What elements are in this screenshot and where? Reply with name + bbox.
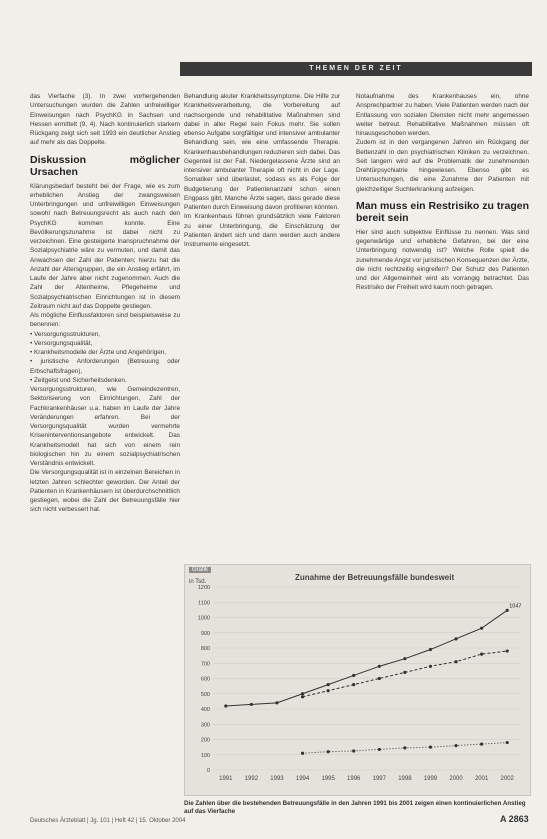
- paragraph: Die Versorgungsqualität ist in einzelnen Bereichen in letzten Jahren schlechter geworden. Der Anteil der Patienten in Krankenhäusern ist überdurchschnittlich gestiegen, wobei die Zahl der Betreuungsfälle hier sich nicht verbessert hat.: [30, 469, 180, 514]
- y-tick-label: 600: [200, 676, 210, 683]
- column-3: [356, 92, 529, 293]
- data-point: [250, 703, 253, 706]
- x-tick-label: 1996: [347, 776, 361, 782]
- list-item: • Versorgungsqualität,: [30, 339, 180, 348]
- column-2: [184, 92, 340, 249]
- data-point: [275, 701, 278, 704]
- factor-list: [30, 330, 180, 386]
- data-point: [327, 683, 330, 686]
- line-chart: [185, 565, 530, 795]
- y-tick-label: 0: [206, 768, 210, 774]
- y-tick-label: 1000: [197, 615, 210, 622]
- data-point: [454, 744, 457, 747]
- data-label: 1047: [509, 603, 522, 610]
- x-tick-label: 1993: [270, 776, 284, 782]
- data-point: [301, 692, 304, 695]
- header-bar: THEMEN DER ZEIT: [180, 62, 532, 76]
- chart-caption: Die Zahlen über die bestehenden Betreuungsfälle in den Jahren 1991 bis 2001 zeigen einen kontinuierlichen Anstieg auf das Vierfache: [184, 800, 526, 815]
- data-point: [480, 742, 483, 745]
- y-tick-label: 400: [200, 707, 210, 713]
- y-tick-label: 500: [200, 691, 210, 698]
- data-point: [429, 746, 432, 749]
- data-point: [506, 741, 509, 744]
- x-tick-label: 1998: [398, 776, 412, 782]
- data-point: [506, 649, 509, 652]
- y-tick-label: 300: [200, 722, 210, 729]
- data-point: [224, 704, 227, 707]
- data-point: [378, 677, 381, 680]
- data-point: [429, 648, 432, 651]
- data-point: [301, 695, 304, 698]
- paragraph: Hier sind auch subjektive Einflüsse zu nennen. Was sind gegenwärtige und erhebliche Gefahren, bei der eine Unterbringung notwendig ist? Welche Rolle spielt die zunehmende Angst vor juristischen Konsequenzen der Ärzte, die nicht rechtzeitig eingreifen? Der Schutz des Patienten und der Allgemeinheit wird als vorrangig betrachtet. Das Restrisiko der Freiheit wird kaum noch getragen.: [356, 228, 530, 292]
- y-tick-label: 1100: [198, 600, 210, 607]
- x-tick-label: 1999: [423, 776, 438, 782]
- data-point: [403, 671, 406, 674]
- paragraph: Klärungsbedarf besteht bei der Frage, wie es zum erheblichen Anstieg der zwangsweisen Unterbringungen und unfreiwilligen Einweisungen sowohl nach Betreuungsrecht als auch nach den PsychKG kommen konnte. Eine Bevölkerungszunahme ist dabei nicht zu verzeichnen. Eine gesteigerte Inanspruchnahme der Sozialpsychiatrie wäre zu vermuten, und damit das Anwachsen der Zahl der Patienten; hierzu hat die Anzahl der Altersgruppen, die ein Anstieg erfährt, im Laufe der Jahre aber nicht zugenommen. Auch die Zahl der Altenheime, Pflegeheime und Sozialpsychiatrischen Einrichtungen ist in diesem Zeitraum nicht auf das Doppelte gestiegen.: [30, 182, 180, 310]
- page-number: A 2863: [500, 814, 529, 824]
- paragraph: Behandlung akuter Krankheitssymptome. Die Hilfe zur Krankheitsverarbeitung, die Vorbereitung auf nachsorgende und rehabilitative Maßnahmen sind dabei in aller Regel kein Fokus mehr. Sie sollen ebenso Aufgabe sorgfältiger und intensiver ambulanter Behandlung sein, wie eine umfassende Therapie. Krankenhausbehandlungen reduzieren sich dabei. Das Gegenteil ist der Fall. Niedergelassene Ärzte sind an intensiver ambulanter Therapie oft nicht in der Lage. Somatiker sind überlastet, sodass es als Folge der Budgetierung der Patientenanzahl schon einen Engpass gibt. Manche Ärzte sagen, dass gerade diese Patienten durch Einweisung davon profitieren könnten.: [184, 93, 340, 211]
- section-heading: Man muss ein Restrisiko zu tragen bereit sein: [356, 199, 529, 224]
- data-point: [480, 653, 483, 656]
- y-axis-label: in Tsd.: [189, 579, 207, 585]
- paragraph: Notaufnahme des Krankenhauses ein, ohne Ansprechpartner zu haben. Viele Patienten werden nach der Entlassung von sozialen Diensten nicht mehr angemessen weiter betreut. Rehabilitative Maßnahmen müssen oft hinausgeschoben werden.: [356, 93, 529, 137]
- x-tick-label: 1991: [219, 776, 233, 782]
- x-tick-label: 1995: [321, 776, 335, 782]
- list-item: • Zeitgeist und Sicherheitsdenken.: [30, 376, 180, 385]
- data-point: [454, 637, 457, 640]
- paragraph: Versorgungsstrukturen, wie Gemeindezentren, Sektorisierung von Einrichtungen, Zahl der Fachkrankenhäuser u.a. haben im Laufe der Jahre Veränderungen erfahren. Bei der Versorgungsqualität wurden vermehrte Kriseninterventionsangebote entwickelt. Das Krankheitsmodell hat sich von einem rein biologischen hin zu einem sozialpsychiatrischen Verständnis entwickelt.: [30, 386, 180, 467]
- data-point: [403, 746, 406, 749]
- x-tick-label: 2002: [500, 776, 514, 782]
- x-tick-label: 2000: [449, 776, 463, 782]
- chart-title: Zunahme der Betreuungsfälle bundesweit: [295, 573, 455, 582]
- data-point: [301, 752, 304, 755]
- column-1: [30, 92, 180, 515]
- x-tick-label: 1994: [295, 776, 310, 782]
- data-point: [352, 749, 355, 752]
- chart-box: [184, 564, 531, 796]
- data-point: [454, 660, 457, 663]
- data-point: [327, 689, 330, 692]
- paragraph: Als mögliche Einflussfaktoren sind beispielsweise zu benennen:: [30, 312, 180, 329]
- list-item: • Krankheitsmodelle der Ärzte und Angehörigen,: [30, 348, 180, 357]
- data-point: [480, 627, 483, 630]
- list-item: • Versorgungsstrukturen,: [30, 330, 180, 339]
- chart-tag: Grafik: [189, 567, 211, 573]
- data-point: [327, 750, 330, 753]
- paragraph: Zudem ist in den vergangenen Jahren ein Rückgang der Bettenzahl in den psychiatrischen Kliniken zu verzeichnen. Seit langem wird auf die Problematik der zunehmenden Drehtürpsychiatrie hingewiesen. Ebenso gibt es Untersuchungen, die eine Zunahme der Patienten mit gleichzeitiger Suchterkrankung aufzeigen.: [356, 139, 529, 193]
- list-item: • juristische Anforderungen (Betreuung oder Erbschaftsfragen),: [30, 357, 180, 376]
- paragraph: das Vierfache (3). In zwei vorhergehenden Untersuchungen wurden die Zahlen unfreiwilliger Einweisungen nach PsychKG in Sachsen und Hessen ermittelt (9, 4). Nach kontinuierlich starkem Rückgang zeigt sich seit 1993 ein deutlicher Anstieg auf mehr als das Doppelte.: [30, 93, 180, 147]
- y-tick-label: 800: [200, 646, 210, 652]
- data-point: [352, 683, 355, 686]
- footer-citation: Deutsches Ärzteblatt | Jg. 101 | Heft 42 | 15. Oktober 2004: [30, 818, 186, 824]
- x-tick-label: 2001: [474, 776, 489, 782]
- y-tick-label: 1200: [197, 585, 210, 591]
- x-tick-label: 1992: [244, 776, 259, 782]
- y-tick-label: 900: [200, 630, 210, 637]
- data-point: [429, 665, 432, 668]
- data-point: [378, 665, 381, 668]
- data-point: [378, 748, 381, 751]
- y-tick-label: 200: [200, 737, 210, 744]
- x-tick-label: 1997: [372, 776, 386, 782]
- data-point: [352, 674, 355, 677]
- y-tick-label: 100: [200, 752, 210, 759]
- section-heading: Diskussion möglicher Ursachen: [30, 153, 180, 178]
- series-line: [226, 610, 507, 706]
- data-point: [403, 657, 406, 660]
- paragraph: Im Krankenhaus führen grundsätzlich viele Faktoren zu einer Unterbringung, die Einschätzung der Patienten ändert sich und dann werden auch andere Instrumente eingesetzt.: [184, 213, 340, 248]
- y-tick-label: 700: [200, 661, 210, 668]
